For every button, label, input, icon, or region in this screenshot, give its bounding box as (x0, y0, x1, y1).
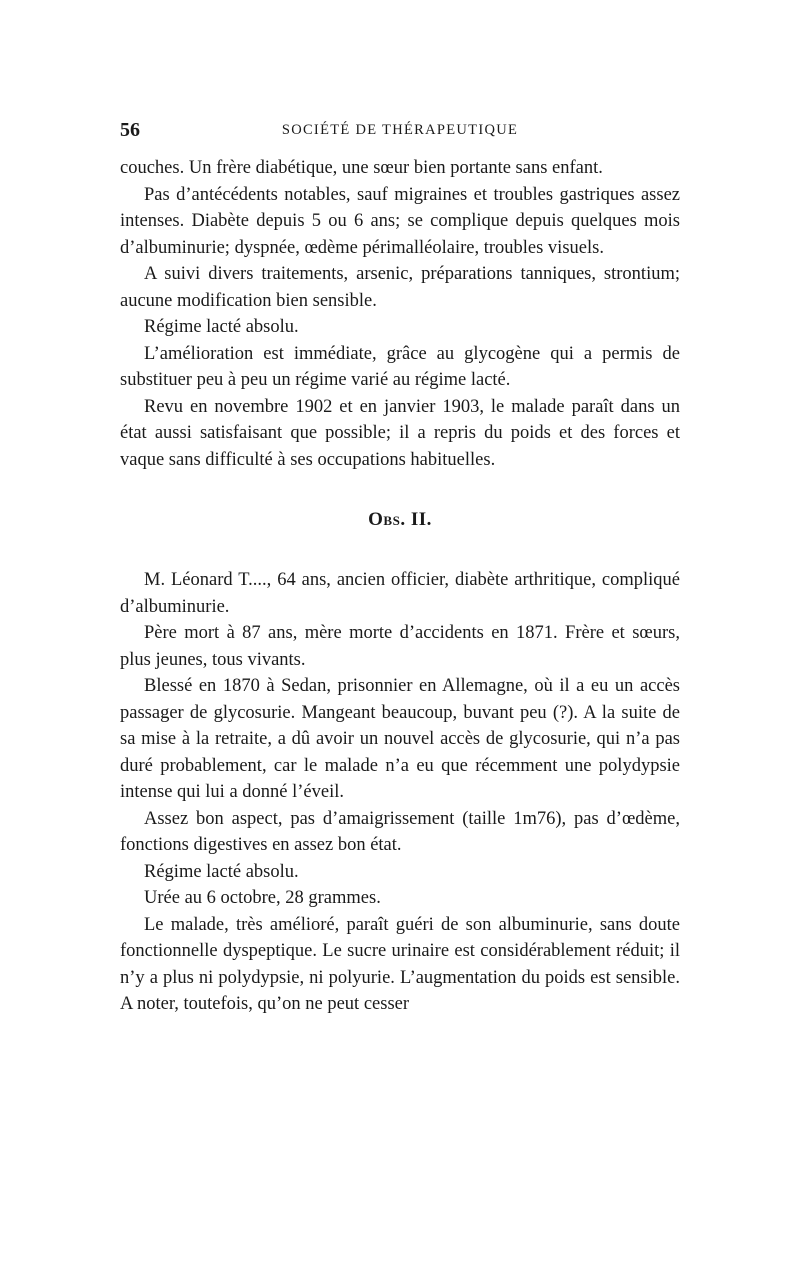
paragraph: A suivi divers traitements, arsenic, préparations tanniques, strontium; aucune modification bien sensible. (120, 264, 680, 311)
paragraph: Le malade, très amélioré, paraît guéri de son albuminurie, sans doute fonctionnelle dyspeptique. Le sucre urinaire est considérablement réduit; il n’y a plus ni polydypsie, ni polyurie. L’augmentation du poids est sensible. A noter, toutefois, qu’on ne peut cesser (120, 914, 680, 1014)
paragraph: Père mort à 87 ans, mère morte d’accidents en 1871. Frère et sœurs, plus jeunes, tous vivants. (120, 623, 680, 670)
paragraph: Assez bon aspect, pas d’amaigrissement (taille 1m76), pas d’œdème, fonctions digestives en assez bon état. (120, 808, 680, 855)
paragraph: Pas d’antécédents notables, sauf migraines et troubles gastriques assez intenses. Diabète depuis 5 ou 6 ans; se complique depuis quelques mois d’albuminurie; dyspnée, œdème périmalléolaire, troubles visuels. (120, 184, 680, 258)
running-title: SOCIÉTÉ DE THÉRAPEUTIQUE (281, 122, 519, 138)
section-heading: Obs. II. (368, 509, 432, 530)
paragraph: Urée au 6 octobre, 28 grammes. (144, 888, 381, 908)
paragraph: L’amélioration est immédiate, grâce au glycogène qui a permis de substituer peu à peu un régime varié au régime lacté. (120, 343, 680, 390)
paragraph: Blessé en 1870 à Sedan, prisonnier en Allemagne, où il a eu un accès passager de glycosurie. Mangeant beaucoup, buvant peu (?). A la suite de sa mise à la retraite, a dû avoir un nouvel accès de glycosurie, qui n’a pas duré probablement, car le malade n’a eu que récemment une polydypsie intense qui lui a donné l’éveil. (120, 676, 680, 802)
paragraph: Régime lacté absolu. (144, 317, 299, 337)
page-header (120, 119, 680, 143)
paragraph: M. Léonard T...., 64 ans, ancien officier, diabète arthritique, compliqué d’albuminurie. (120, 570, 680, 617)
paragraph: Régime lacté absolu. (144, 861, 299, 882)
body-text (120, 155, 680, 1018)
page-number: 56 (120, 119, 140, 141)
paragraph: Revu en novembre 1902 et en janvier 1903, le malade paraît dans un état aussi satisfaisant que possible; il a repris du poids et des forces et vaque sans difficulté à ses occupations habituelles. (120, 396, 680, 470)
paragraph: couches. Un frère diabétique, une sœur bien portante sans enfant. (120, 158, 603, 178)
